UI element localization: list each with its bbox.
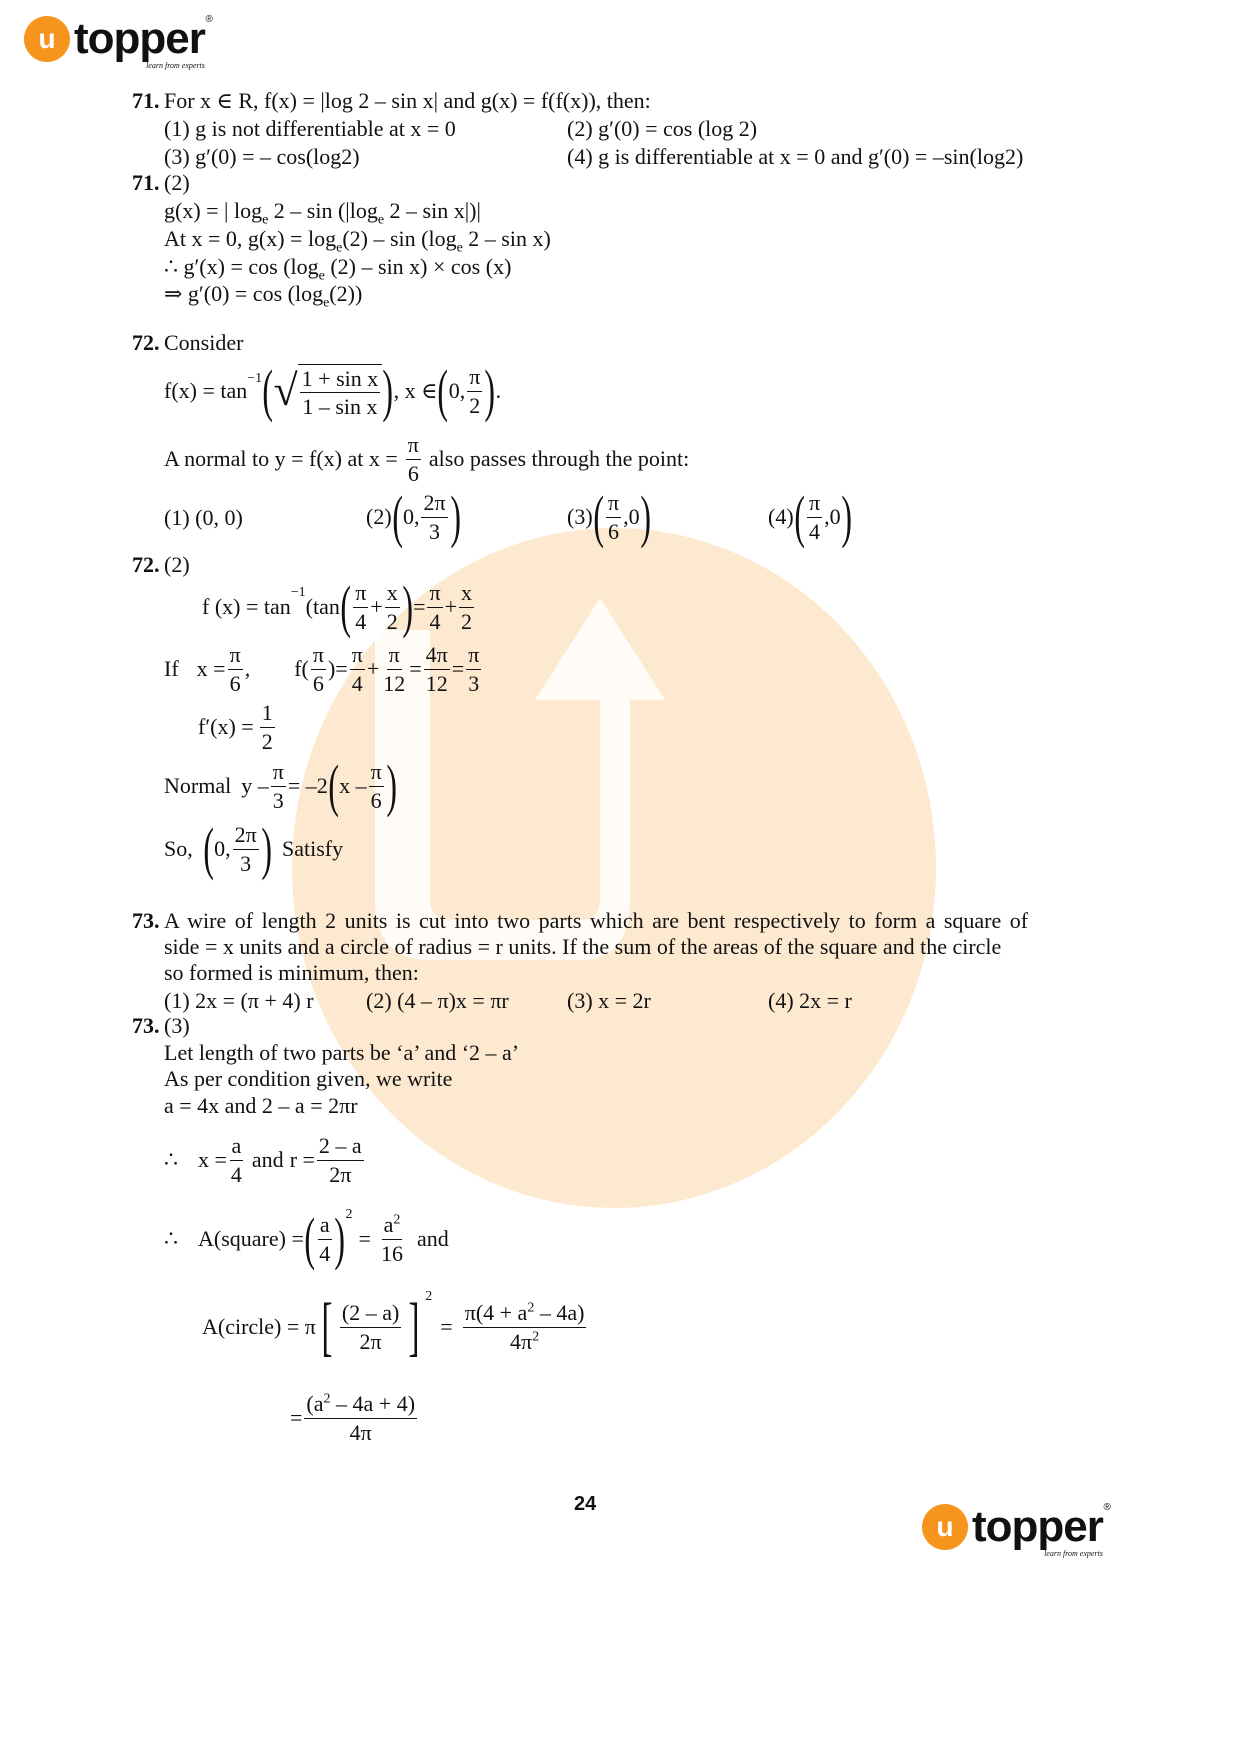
solution-line: g(x) = | $\log_e 2$ – $\sin (|\log_e$ 2 – sin x|)|: [164, 198, 481, 228]
answer-key: (2): [164, 552, 190, 577]
question-number: 72.: [132, 330, 160, 355]
option-4: (4) g is differentiable at x = 0 and g′(0) = –sin(log2): [567, 144, 1024, 169]
answer-number: 71.: [132, 170, 160, 195]
solution-line: A(circle) = π [ $\frac{(2 - a)}{2\pi}$ ] $^2$ = $\frac{\pi(4 + a^2 - 4a)}{4\pi^2}$: [202, 1289, 585, 1363]
logo-registered: ®: [205, 14, 213, 25]
solution-line: ∴ A(square) = ( $\frac{a}{4}$ ) $^2$ = $\frac{a^2}{16}$ and: [164, 1206, 449, 1271]
topper-logo-icon: u: [922, 1504, 968, 1550]
solution-line: f (x) = tan $^{-1}$ (tan ( $\frac{\pi}{4}$ + $\frac{x}{2}$ ) = $\frac{\pi}{4}$ + $\frac{x}{2}$: [202, 574, 473, 639]
solution-line: Let length of two parts be ‘a’ and ‘2 – a’: [164, 1040, 520, 1065]
option-4: (4) 2x = r: [768, 988, 852, 1013]
option-2: (2) g′(0) = cos (log 2): [567, 116, 758, 141]
answer-number: 72.: [132, 552, 160, 577]
answer-number: 73.: [132, 1013, 160, 1038]
answer-key: (3): [164, 1013, 190, 1038]
logo-wordmark: topper: [972, 1502, 1103, 1551]
option-2: (2) ( 0, $\frac{2\pi}{3}$ ): [366, 484, 461, 549]
option-3: (3) x = 2r: [567, 988, 651, 1013]
logo-tagline: learn from experts: [146, 61, 205, 70]
logo-wordmark: topper: [74, 14, 205, 63]
solution-line: So, ( 0, $\frac{2\pi}{3}$ ) Satisfy: [164, 816, 344, 881]
option-3: (3) ( $\frac{\pi}{6}$ ,0 ): [567, 484, 651, 549]
solution-line: At x = 0, $g(x) = \log_e(2) - \sin (\log_e$ 2 – sin x): [164, 226, 551, 256]
question-number: 71.: [132, 88, 160, 113]
solution-line: Normal y – $\frac{\pi}{3}$ = –2 ( x – $\frac{\pi}{6}$ ): [164, 753, 397, 818]
footer-logo: [922, 1502, 1111, 1558]
header-logo: [24, 14, 213, 70]
question-stem: side = x units and a circle of radius = r units. If the sum of the areas of the square and the circle: [164, 934, 1002, 959]
question-stem: For x ∈ R, f(x) = |log 2 – sin x| and g(x) = f(f(x)), then:: [164, 88, 651, 113]
question-stem: so formed is minimum, then:: [164, 960, 419, 985]
question-stem: A wire of length 2 units is cut into two parts which are bent respectively to form a square of: [164, 908, 1029, 933]
function-definition: f(x) = tan $^{-1}$ ( √ $\frac{\text{1 + sin x}}{\text{1 – sin x}}$ ) , x ∈ ( 0, $\frac{\pi}{2}$ ) .: [164, 358, 502, 423]
answer-key: (2): [164, 170, 190, 195]
solution-line: If x = $\frac{\pi}{6}$ , f( $\frac{\pi}{6}$ ) = $\frac{\pi}{4}$ + $\frac{\pi}{12}$ = $\frac{4\pi}{12}$ = $\frac{\pi}{3}$: [164, 642, 480, 696]
logo-tagline: learn from experts: [1044, 1549, 1103, 1558]
solution-line: ∴ x = $\frac{a}{4}$ and r = $\frac{2 - a}{2\pi}$: [164, 1133, 362, 1187]
option-3: (3) g′(0) = – cos(log2): [164, 144, 360, 169]
question-stem: Consider: [164, 330, 244, 355]
option-1: (1) (0, 0): [164, 505, 243, 530]
solution-line: f′(x) = $\frac{1}{2}$: [198, 700, 273, 754]
option-1: (1) g is not differentiable at x = 0: [164, 116, 456, 141]
solution-line: ⇒ $g'(0) = \cos (\log_e(2))$: [164, 281, 363, 311]
solution-line: ∴ $g'(x) = \cos (\log_e$ (2) – sin x) × cos (x): [164, 254, 512, 284]
topper-logo-icon: u: [24, 16, 70, 62]
question-number: 73.: [132, 908, 160, 933]
option-4: (4) ( $\frac{\pi}{4}$ ,0 ): [768, 484, 852, 549]
solution-line: a = 4x and 2 – a = 2πr: [164, 1093, 358, 1118]
logo-registered: ®: [1103, 1502, 1111, 1513]
page-number: 24: [574, 1493, 597, 1515]
option-2: (2) (4 – π)x = πr: [366, 988, 509, 1013]
normal-statement: A normal to y = f(x) at x = $\frac{\pi}{6}$ also passes through the point:: [164, 432, 690, 486]
option-1: (1) 2x = (π + 4) r: [164, 988, 314, 1013]
solution-line: As per condition given, we write: [164, 1066, 453, 1091]
solution-line: = $\frac{(a^2 - 4a + 4)}{4\pi}$: [290, 1391, 416, 1445]
